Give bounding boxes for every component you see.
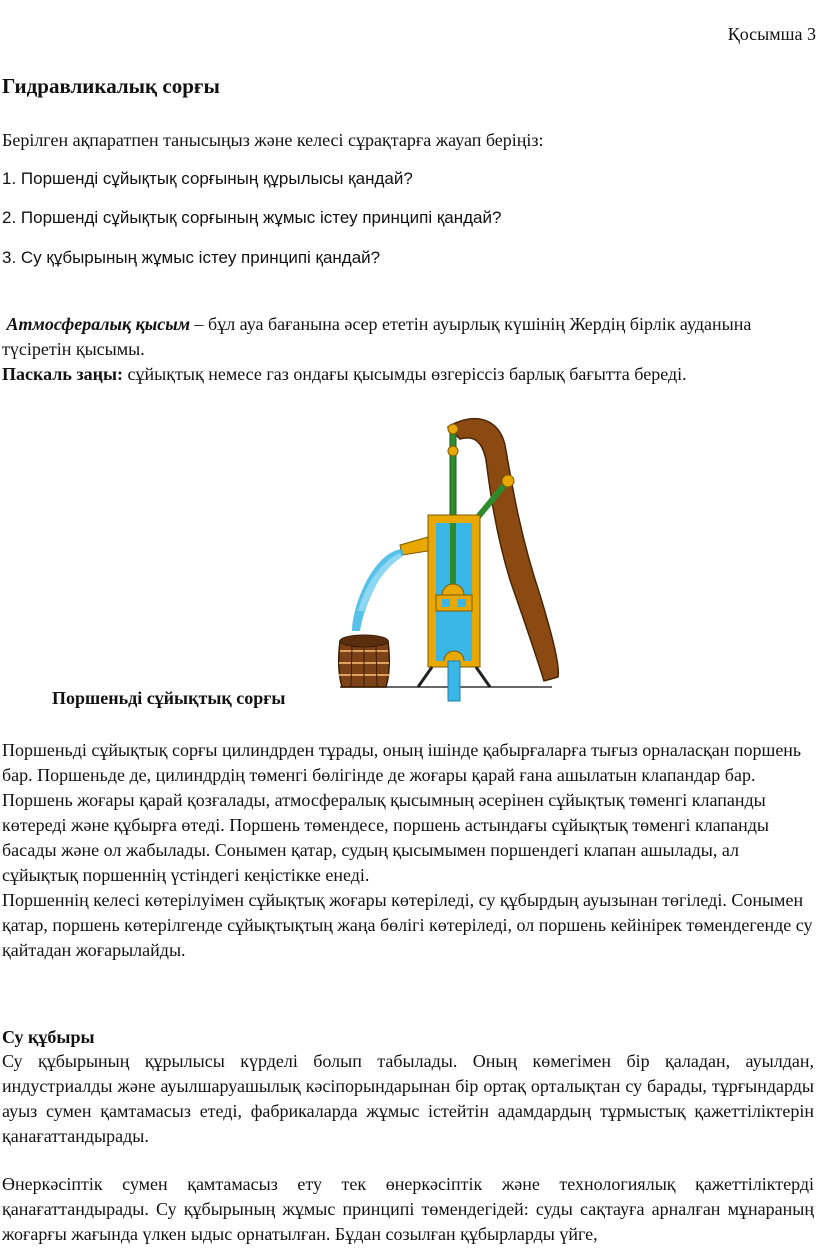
question-3: 3. Су құбырының жұмыс істеу принципі қандай? [2, 248, 381, 267]
water-pipe-paragraph-1: Су құбырының құрылысы күрделі болып табылады. Оның көмегімен бір қаладан, ауылдан, индустриалды және ауылшаруашылық кәсіпорындарынан бір ортақ орталықтан су барады, тұрғындарды ауыз сумен қамтамасыз етеді, фабрикаларда жұмыс істейтін адамдардың тұрмыстық қажеттіліктерін қанағаттандырады. [2, 1051, 814, 1146]
atm-pressure-term: Атмосфералық қысым [6, 314, 191, 334]
pump-spout [400, 537, 428, 555]
piston-slot-left [442, 599, 450, 607]
page-title: Гидравликалық сорғы [2, 74, 220, 98]
water-pipe-paragraph-2: Өнеркәсіптік сумен қамтамасыз ету тек өнеркәсіптік және технологиялық қажеттіліктерді қанағаттандырады. Су құбырының жұмыс принципі төмендегідей: суды сақтауға арналған мұнараның жоғарғы жағында үлкен ыдыс орнатылған. Бұдан созылған құбырларды үйге, [2, 1174, 814, 1244]
pump-leg-right [476, 667, 490, 687]
pascal-law-text: сұйықтық немесе газ ондағы қысымды өзгеріссіз барлық бағытта береді. [123, 364, 687, 384]
atm-pressure-text: – бұл ауа бағанына әсер ететін ауырлық күшінің Жердің бірлік ауданына түсіретін қысымы. [2, 314, 752, 359]
intro-text: Берілген ақпаратпен танысыңыз және келесі сұрақтарға жауап беріңіз: [2, 130, 544, 150]
piston-slot-right [458, 599, 466, 607]
piston-pump-illustration [330, 405, 560, 705]
pump-description [2, 738, 814, 963]
section-heading-water-pipe: Су құбыры [2, 1027, 95, 1047]
piston [436, 595, 472, 611]
pascal-law-term: Паскаль заңы: [2, 364, 124, 384]
definitions-block [2, 312, 814, 387]
pivot-handle [502, 475, 514, 487]
pump-leg-left [418, 667, 432, 687]
question-1: 1. Поршенді сұйықтық сорғының құрылысы қандай? [2, 169, 413, 188]
inner-rod [450, 523, 456, 587]
appendix-label: Қосымша 3 [727, 24, 816, 44]
barrel [339, 635, 390, 687]
pivot-mid [448, 446, 458, 456]
pivot-top [448, 424, 458, 434]
water-stream [352, 549, 404, 631]
pump-paragraph-2: Поршеннің келесі көтерілуімен сұйықтық жоғары көтеріледі, су құбырдың ауызынан төгіледі. Сонымен қатар, поршень көтерілгенде сұйықтықтың жаңа бөлігі көтеріледі, ол поршень кейінірек төмендегенде су қайтадан жоғарылайды. [2, 890, 813, 960]
suction-pipe [448, 661, 460, 701]
figure-caption: Поршеньді сұйықтық сорғы [52, 688, 286, 708]
question-2: 2. Поршенді сұйықтық сорғының жұмыс істеу принципі қандай? [2, 208, 502, 227]
pump-paragraph-1: Поршеньді сұйықтық сорғы цилиндрден тұрады, оның ішінде қабырғаларға тығыз орналасқан поршень бар. Поршеньде де, цилиндрдің төменгі бөлігінде де жоғары қарай ғана ашылатын клапандар бар. Поршень жоғары қарай қозғалады, атмосфералық қысымның әсерінен сұйықтық төменгі клапанды көтереді және құбырға өтеді. Поршень төмендесе, поршень астындағы сұйықтық төменгі клапанды басады және ол жабылады. Сонымен қатар, судың қысымымен поршендегі клапан ашылады, ал сұйықтық поршеннің үстіндегі кеңістікке енеді. [2, 740, 802, 885]
